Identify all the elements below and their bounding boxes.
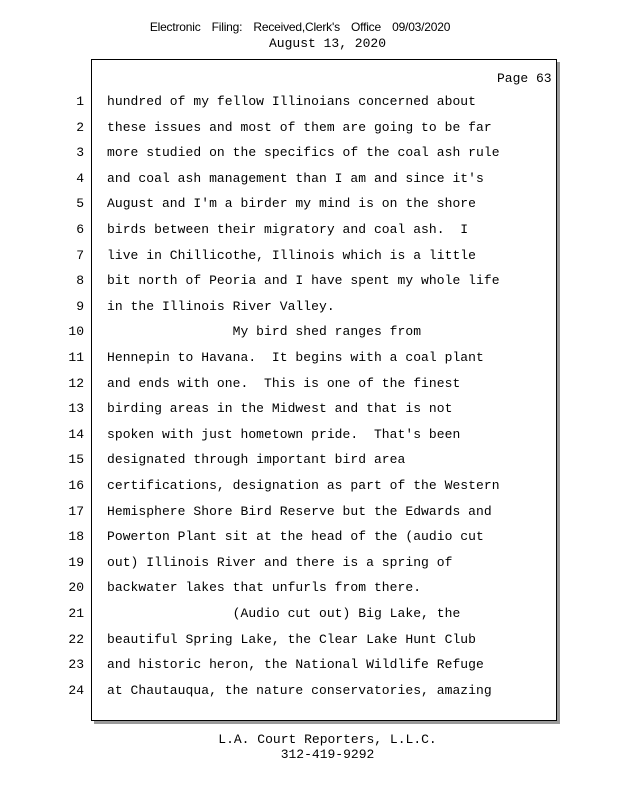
line-text: Hennepin to Havana. It begins with a coal plant <box>107 350 484 365</box>
line-number: 9 <box>76 299 84 314</box>
hearing-date: August 13, 2020 <box>268 36 387 51</box>
line-number: 5 <box>76 196 84 211</box>
line-text: these issues and most of them are going to be far <box>107 120 492 135</box>
line-text: and coal ash management than I am and since it's <box>107 171 484 186</box>
line-text: more studied on the specifics of the coal ash rule <box>107 145 500 160</box>
line-text: bit north of Peoria and I have spent my whole life <box>107 273 500 288</box>
line-number: 4 <box>76 171 84 186</box>
line-text: and historic heron, the National Wildlife Refuge <box>107 657 484 672</box>
line-number: 1 <box>76 94 84 109</box>
line-text: birds between their migratory and coal ash. I <box>107 222 469 237</box>
line-text: backwater lakes that unfurls from there. <box>107 580 422 595</box>
stamp-date: 09/03/2020 <box>392 20 451 34</box>
line-number: 21 <box>68 606 84 621</box>
line-text: certifications, designation as part of the Western <box>107 478 500 493</box>
line-text: beautiful Spring Lake, the Clear Lake Hunt Club <box>107 632 477 647</box>
line-text: at Chautauqua, the nature conservatories, amazing <box>107 683 492 698</box>
line-number: 19 <box>68 555 84 570</box>
footer-phone: 312-419-9292 <box>280 747 375 762</box>
stamp-filing: Filing: <box>211 20 243 34</box>
line-text: August and I'm a birder my mind is on the shore <box>107 196 477 211</box>
line-text: birding areas in the Midwest and that is not <box>107 401 453 416</box>
stamp-electronic: Electronic <box>149 20 201 34</box>
line-number: 22 <box>68 632 84 647</box>
line-text: designated through important bird area <box>107 452 406 467</box>
line-number: 15 <box>68 452 84 467</box>
line-number: 20 <box>68 580 84 595</box>
line-number: 17 <box>68 504 84 519</box>
line-number: 8 <box>76 273 84 288</box>
line-number: 14 <box>68 427 84 442</box>
line-number: 2 <box>76 120 84 135</box>
stamp-received-clerks: Received,Clerk's <box>253 20 340 34</box>
line-number: 12 <box>68 376 84 391</box>
line-number: 18 <box>68 529 84 544</box>
line-number: 11 <box>68 350 84 365</box>
line-number: 6 <box>76 222 84 237</box>
line-number: 24 <box>68 683 84 698</box>
line-text: in the Illinois River Valley. <box>107 299 335 314</box>
line-number: 13 <box>68 401 84 416</box>
page-number: Page 63 <box>497 71 552 86</box>
stamp-office: Office <box>351 20 381 34</box>
footer-company: L.A. Court Reporters, L.L.C. <box>218 732 437 747</box>
line-text: Hemisphere Shore Bird Reserve but the Edwards and <box>107 504 492 519</box>
electronic-filing-stamp <box>0 20 600 34</box>
line-text: My bird shed ranges from <box>107 324 422 339</box>
line-number: 10 <box>68 324 84 339</box>
line-text: Powerton Plant sit at the head of the (audio cut <box>107 529 484 544</box>
line-text: live in Chillicothe, Illinois which is a little <box>107 248 477 263</box>
line-number: 3 <box>76 145 84 160</box>
line-text: and ends with one. This is one of the finest <box>107 376 461 391</box>
line-number: 16 <box>68 478 84 493</box>
line-text: hundred of my fellow Illinoians concerned about <box>107 94 477 109</box>
line-number: 7 <box>76 248 84 263</box>
line-number: 23 <box>68 657 84 672</box>
line-text: spoken with just hometown pride. That's been <box>107 427 461 442</box>
line-text: (Audio cut out) Big Lake, the <box>107 606 461 621</box>
line-text: out) Illinois River and there is a spring of <box>107 555 453 570</box>
